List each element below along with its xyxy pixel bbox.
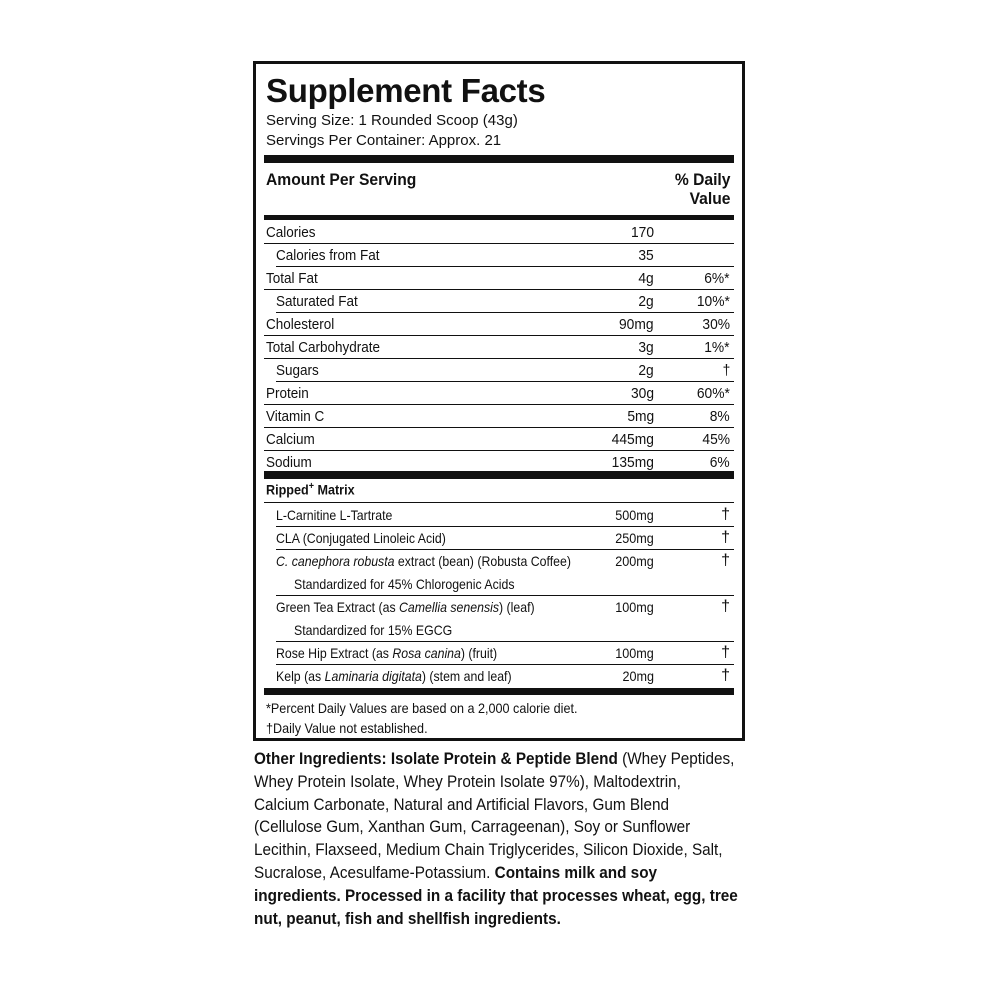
- nutrient-amount: 3g: [638, 339, 654, 356]
- daily-value-header: [674, 170, 730, 208]
- matrix-amount: 100mg: [615, 645, 654, 661]
- percent-daily-value-footnote: *Percent Daily Values are based on a 2,000 calorie diet.: [266, 700, 578, 716]
- row-divider: [276, 381, 734, 382]
- nutrient-row: [264, 266, 734, 289]
- nutrient-amount: 135mg: [611, 454, 654, 471]
- nutrient-daily-value: 45%: [702, 431, 730, 448]
- daily-value-not-established-footnote: †Daily Value not established.: [266, 720, 428, 736]
- nutrient-label: Calories from Fat: [276, 247, 380, 264]
- nutrient-label: Cholesterol: [266, 316, 335, 333]
- nutrient-amount: 30g: [630, 385, 654, 402]
- nutrient-label: Sodium: [266, 454, 312, 471]
- other-ingredients: [254, 748, 740, 930]
- matrix-row: [276, 549, 734, 572]
- matrix-amount: 200mg: [615, 553, 654, 569]
- nutrient-label: Total Carbohydrate: [266, 339, 381, 356]
- matrix-row: [276, 618, 734, 641]
- amount-per-serving-header: Amount Per Serving: [266, 170, 417, 189]
- nutrient-daily-value: 60%*: [697, 385, 730, 402]
- nutrient-daily-value: 6%: [710, 454, 730, 471]
- nutrient-daily-value: 10%*: [697, 293, 730, 310]
- nutrient-row: [264, 358, 734, 381]
- nutrient-daily-value: 8%: [710, 408, 730, 425]
- servings-per-container: Servings Per Container: Approx. 21: [266, 132, 502, 149]
- nutrient-label: Saturated Fat: [276, 293, 358, 310]
- matrix-row: [276, 664, 734, 687]
- matrix-ingredient-label: [276, 530, 446, 546]
- matrix-amount: 100mg: [615, 599, 654, 615]
- daily-value-header-line2: Value: [689, 189, 730, 208]
- ripped-matrix-title: [266, 481, 355, 498]
- label-part: Rose Hip Extract (as: [276, 645, 393, 661]
- nutrient-row: [264, 381, 734, 404]
- nutrient-amount: 35: [638, 247, 654, 264]
- nutrient-label: Protein: [266, 385, 309, 402]
- matrix-row: [276, 526, 734, 549]
- nutrient-row: [264, 450, 734, 473]
- nutrient-daily-value: 1%*: [704, 339, 730, 356]
- matrix-daily-value: †: [721, 506, 730, 523]
- nutrient-amount: 4g: [638, 270, 654, 287]
- matrix-daily-value: †: [721, 529, 730, 546]
- row-divider: [264, 450, 734, 451]
- label-part: L-Carnitine L-Tartrate: [276, 507, 393, 523]
- label-part: Kelp (as: [276, 668, 325, 684]
- nutrient-label: Total Fat: [266, 270, 318, 287]
- matrix-amount: 20mg: [622, 668, 654, 684]
- panel-title: Supplement Facts: [266, 72, 546, 109]
- nutrient-amount: 5mg: [627, 408, 654, 425]
- row-divider: [264, 335, 734, 336]
- ingredients-list: (Whey Peptides, Whey Protein Isolate, Whey Protein Isolate 97%), Maltodextrin, Calcium Carbonate, Natural and Artificial Flavors, Gum Blend (Cellulose Gum, Xanthan Gum, Carrageenan), Soy or Sunflower Lecithin, Flaxseed, Medium Chain Triglycerides, Silicon Dioxide, Salt, Sucralose, Acesulfame-Potassium.: [254, 749, 735, 882]
- nutrient-daily-value: 30%: [702, 316, 730, 333]
- matrix-amount: 500mg: [615, 507, 654, 523]
- nutrient-daily-value: 6%*: [704, 270, 730, 287]
- nutrient-amount: 2g: [638, 293, 654, 310]
- label-italic-part: Camellia senensis: [399, 599, 500, 615]
- row-divider: [264, 243, 734, 244]
- label-part: Standardized for 45% Chlorogenic Acids: [294, 576, 515, 592]
- blend-name: Isolate Protein & Peptide Blend: [390, 749, 618, 768]
- matrix-ingredient-label: [294, 576, 515, 592]
- nutrient-row: [264, 404, 734, 427]
- matrix-daily-value: †: [721, 552, 730, 569]
- matrix-amount: 250mg: [615, 530, 654, 546]
- matrix-title-superscript: +: [308, 481, 314, 492]
- label-part: ) (stem and leaf): [421, 668, 512, 684]
- label-part: Green Tea Extract (as: [276, 599, 400, 615]
- matrix-daily-value: †: [721, 667, 730, 684]
- allergen-statement: Contains milk and soy ingredients. Processed in a facility that processes wheat, egg, tree nut, peanut, fish and shellfish ingredients.: [254, 862, 738, 928]
- row-divider: [264, 427, 734, 428]
- serving-size: Serving Size: 1 Rounded Scoop (43g): [266, 112, 518, 129]
- nutrient-row: [264, 335, 734, 358]
- nutrient-amount: 170: [630, 224, 654, 241]
- matrix-ingredient-label: [276, 645, 497, 661]
- matrix-row: [276, 595, 734, 618]
- nutrient-row: [264, 312, 734, 335]
- matrix-ingredient-label: [276, 599, 535, 615]
- label-part: ) (fruit): [460, 645, 498, 661]
- label-italic-part: Laminaria digitata: [324, 668, 422, 684]
- nutrient-label: Calcium: [266, 431, 315, 448]
- nutrient-daily-value: †: [722, 362, 730, 379]
- nutrient-label: Vitamin C: [266, 408, 325, 425]
- matrix-row: [276, 641, 734, 664]
- row-divider: [264, 358, 734, 359]
- matrix-daily-value: †: [721, 644, 730, 661]
- matrix-ingredient-label: [276, 507, 392, 523]
- nutrient-label: Sugars: [276, 362, 319, 379]
- matrix-ingredient-label: [294, 622, 452, 638]
- nutrient-row: [264, 220, 734, 243]
- thick-divider: [264, 471, 734, 479]
- matrix-row: [276, 503, 734, 526]
- thick-divider: [264, 155, 734, 163]
- thick-divider: [264, 688, 734, 695]
- label-part: ) (leaf): [499, 599, 535, 615]
- matrix-ingredient-label: [276, 668, 512, 684]
- matrix-title-text: Ripped: [266, 481, 309, 498]
- nutrient-row: [264, 427, 734, 450]
- matrix-ingredient-label: [276, 553, 571, 569]
- label-part: CLA (Conjugated Linoleic Acid): [276, 530, 446, 546]
- row-divider: [276, 266, 734, 267]
- supplement-facts-panel: [253, 61, 745, 741]
- matrix-daily-value: †: [721, 598, 730, 615]
- row-divider: [264, 289, 734, 290]
- matrix-row: [276, 572, 734, 595]
- matrix-title-suffix: Matrix: [313, 481, 355, 498]
- nutrient-amount: 2g: [638, 362, 654, 379]
- nutrient-row: [264, 243, 734, 266]
- row-divider: [264, 404, 734, 405]
- label-part: Standardized for 15% EGCG: [294, 622, 453, 638]
- row-divider: [276, 312, 734, 313]
- nutrient-label: Calories: [266, 224, 316, 241]
- nutrient-amount: 90mg: [619, 316, 654, 333]
- ingredients-label: Other Ingredients:: [254, 749, 391, 768]
- nutrient-row: [264, 289, 734, 312]
- label-part: extract (bean) (Robusta Coffee): [394, 553, 571, 569]
- label-italic-part: C. canephora robusta: [276, 553, 395, 569]
- daily-value-header-line1: % Daily: [674, 170, 730, 189]
- label-italic-part: Rosa canina: [392, 645, 461, 661]
- nutrient-amount: 445mg: [611, 431, 654, 448]
